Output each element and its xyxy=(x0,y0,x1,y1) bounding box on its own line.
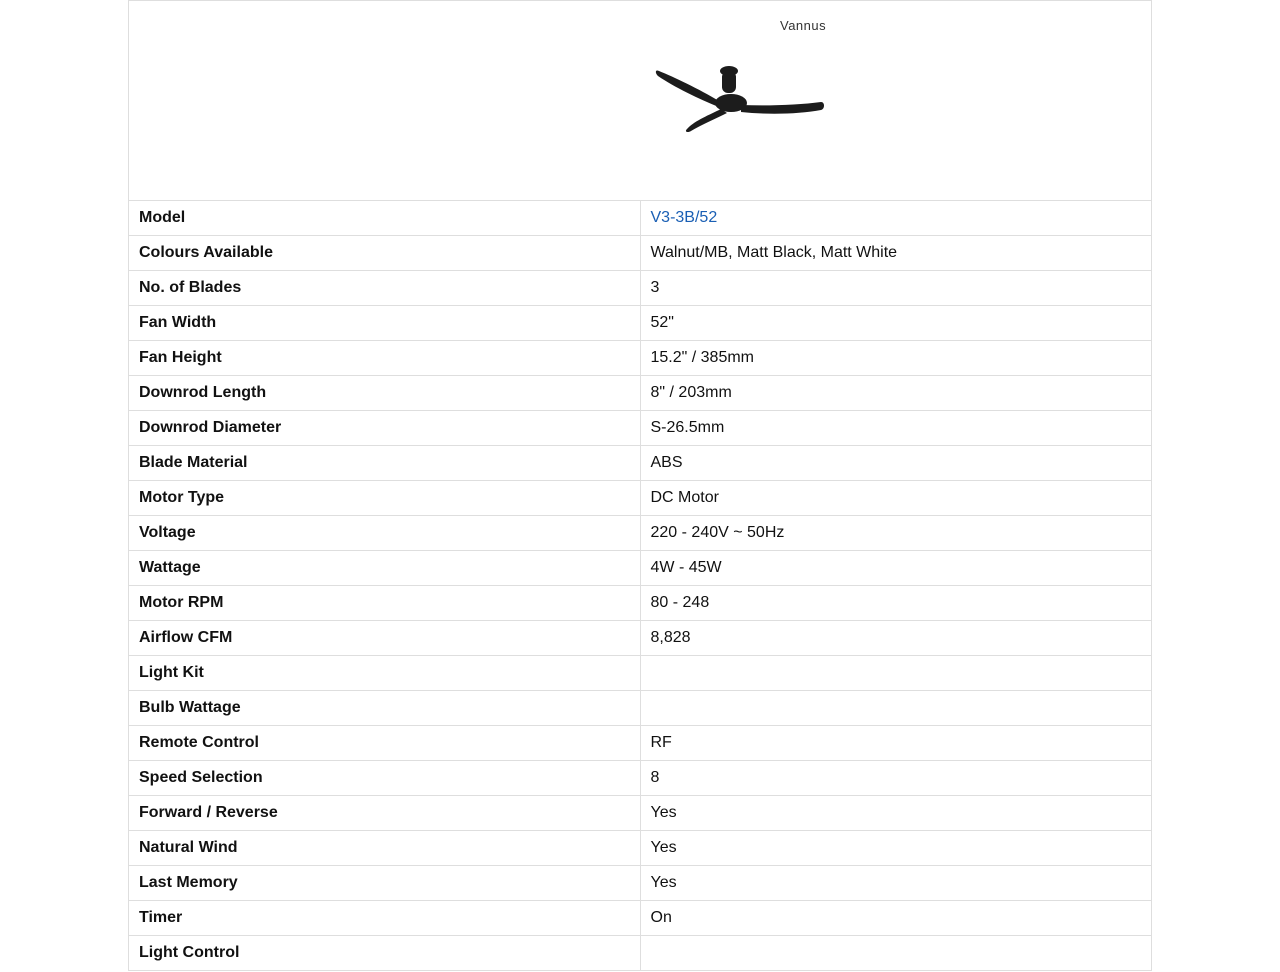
spec-label: Speed Selection xyxy=(129,761,641,796)
spec-label: Fan Height xyxy=(129,341,641,376)
spec-row xyxy=(129,831,1152,866)
model-link[interactable]: V3-3B/52 xyxy=(650,209,718,226)
spec-value: 80 - 248 xyxy=(640,586,1152,621)
spec-value: DC Motor xyxy=(640,481,1152,516)
spec-value: Yes xyxy=(640,831,1152,866)
spec-row xyxy=(129,236,1152,271)
spec-row xyxy=(129,551,1152,586)
spec-value: Yes xyxy=(640,796,1152,831)
spec-value: 52" xyxy=(640,306,1152,341)
product-image xyxy=(129,1,1151,200)
spec-row xyxy=(129,271,1152,306)
spec-value xyxy=(640,201,1152,236)
spec-label: Motor Type xyxy=(129,481,641,516)
spec-label: Airflow CFM xyxy=(129,621,641,656)
spec-row xyxy=(129,376,1152,411)
spec-row xyxy=(129,481,1152,516)
spec-label: Model xyxy=(129,201,641,236)
spec-row xyxy=(129,516,1152,551)
product-image-row xyxy=(129,1,1152,201)
spec-label: Light Kit xyxy=(129,656,641,691)
spec-value: RF xyxy=(640,726,1152,761)
spec-label: Timer xyxy=(129,901,641,936)
spec-label: Remote Control xyxy=(129,726,641,761)
spec-label: Light Control xyxy=(129,936,641,971)
spec-value xyxy=(640,936,1152,971)
spec-value xyxy=(640,691,1152,726)
spec-row xyxy=(129,586,1152,621)
spec-value: S-26.5mm xyxy=(640,411,1152,446)
spec-row xyxy=(129,866,1152,901)
spec-value: ABS xyxy=(640,446,1152,481)
spec-value: 3 xyxy=(640,271,1152,306)
spec-row xyxy=(129,901,1152,936)
spec-label: Bulb Wattage xyxy=(129,691,641,726)
brand-logo: Vannus xyxy=(780,18,827,33)
spec-label: Forward / Reverse xyxy=(129,796,641,831)
spec-label: Voltage xyxy=(129,516,641,551)
spec-value: 8 xyxy=(640,761,1152,796)
spec-row xyxy=(129,306,1152,341)
spec-label: Last Memory xyxy=(129,866,641,901)
spec-label: Colours Available xyxy=(129,236,641,271)
spec-label: No. of Blades xyxy=(129,271,641,306)
spec-value: Yes xyxy=(640,866,1152,901)
spec-row xyxy=(129,726,1152,761)
spec-row xyxy=(129,936,1152,971)
spec-label: Natural Wind xyxy=(129,831,641,866)
spec-label: Fan Width xyxy=(129,306,641,341)
spec-label: Downrod Length xyxy=(129,376,641,411)
spec-value: On xyxy=(640,901,1152,936)
spec-row xyxy=(129,656,1152,691)
spec-row xyxy=(129,341,1152,376)
product-image-cell xyxy=(129,1,1152,201)
spec-row xyxy=(129,621,1152,656)
spec-row xyxy=(129,691,1152,726)
spec-label: Downrod Diameter xyxy=(129,411,641,446)
spec-value: 4W - 45W xyxy=(640,551,1152,586)
spec-value xyxy=(640,656,1152,691)
spec-row xyxy=(129,446,1152,481)
ceiling-fan-icon xyxy=(649,59,839,139)
spec-value: 8" / 203mm xyxy=(640,376,1152,411)
spec-value: Walnut/MB, Matt Black, Matt White xyxy=(640,236,1152,271)
spec-value: 220 - 240V ~ 50Hz xyxy=(640,516,1152,551)
spec-label: Blade Material xyxy=(129,446,641,481)
spec-value: 8,828 xyxy=(640,621,1152,656)
spec-row xyxy=(129,411,1152,446)
spec-row xyxy=(129,761,1152,796)
product-spec-table xyxy=(128,0,1152,971)
spec-value: 15.2" / 385mm xyxy=(640,341,1152,376)
spec-row xyxy=(129,796,1152,831)
spec-label: Wattage xyxy=(129,551,641,586)
spec-label: Motor RPM xyxy=(129,586,641,621)
spec-row xyxy=(129,201,1152,236)
